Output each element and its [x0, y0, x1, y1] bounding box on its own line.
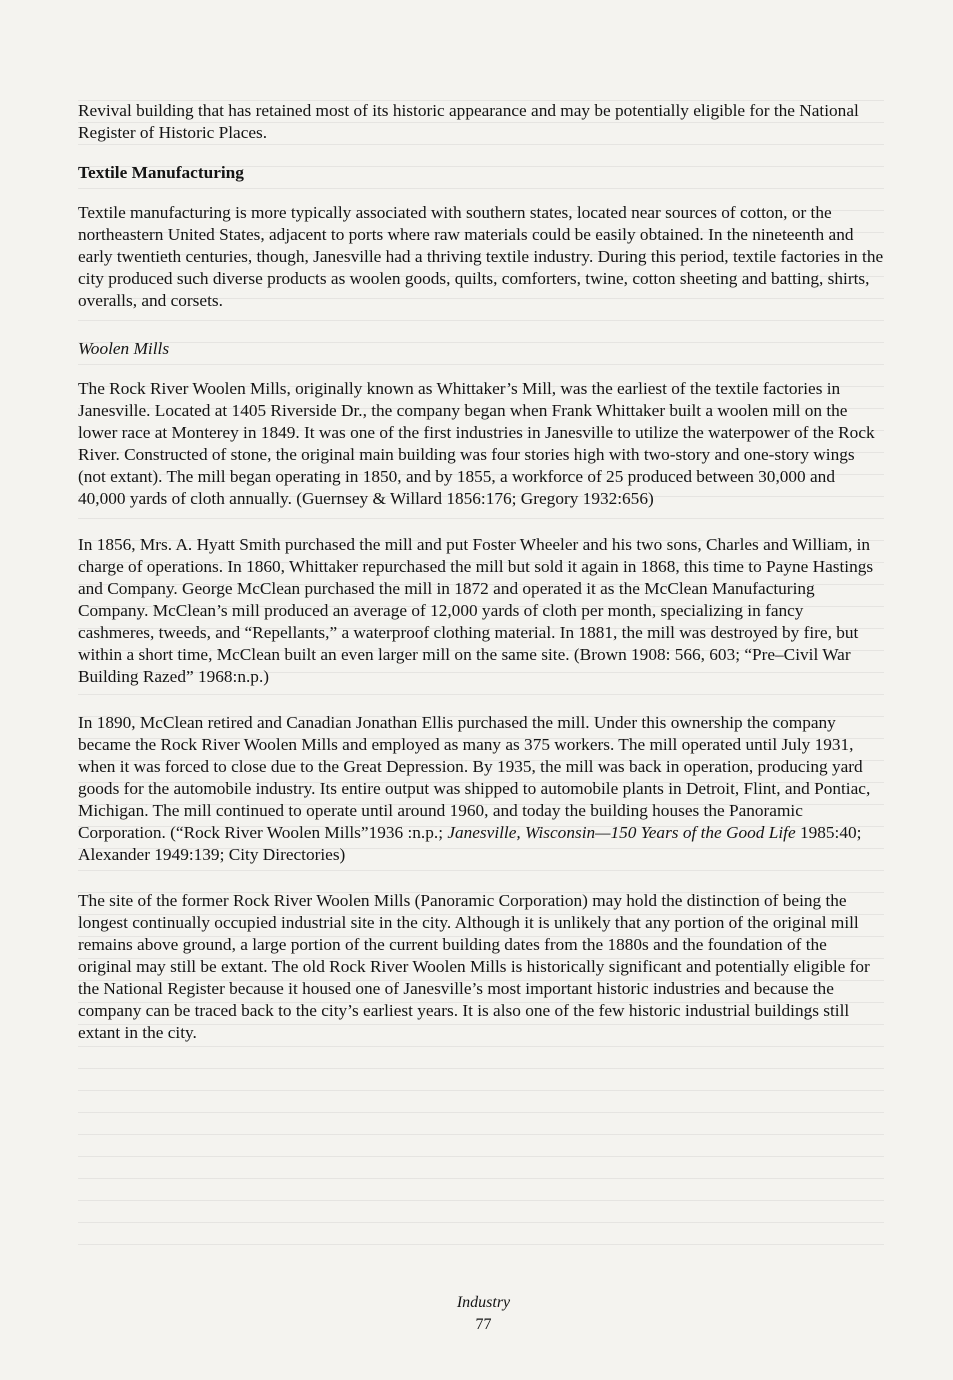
heading-textile-manufacturing: Textile Manufacturing	[78, 163, 244, 182]
rock-river-paragraph-3	[78, 712, 884, 866]
rock-river-paragraph-2: In 1856, Mrs. A. Hyatt Smith purchased the mill and put Foster Wheeler and his two sons, Charles and William, in charge of operations. In 1860, Whittaker repurchased the mill but sold it again in 1868, this time to Payne Hastings and Company. George McClean purchased the mill in 1872 and operated it as the McClean Manufacturing Company. McClean’s mill produced an average of 12,000 yards of cloth per month, specializing in fancy cashmeres, tweeds, and “Repellants,” a waterproof clothing material. In 1881, the mill was destroyed by fire, but within a short time, McClean built an even larger mill on the same site. (Brown 1908: 566, 603; “Pre–Civil War Building Razed” 1968:n.p.)	[78, 535, 874, 686]
footer-section-title: Industry	[456, 1294, 511, 1311]
rock-river-paragraph-4: The site of the former Rock River Woolen Mills (Panoramic Corporation) may hold the distinction of being the longest continually occupied industrial site in the city. Although it is unlikely that any portion of the original mill remains above ground, a large portion of the current building dates from the 1880s and the foundation of the original may still be extant. The old Rock River Woolen Mills is historically significant and potentially eligible for the National Register because it housed one of Janesville’s most important historic industries and because the company can be traced back to the city’s earliest years. It is also one of the few historic industrial buildings still extant in the city.	[78, 891, 870, 1042]
page-footer	[0, 1292, 953, 1336]
intro-paragraph: Revival building that has retained most of its historic appearance and may be potentially eligible for the National Register of Historic Places.	[78, 101, 859, 142]
textile-paragraph: Textile manufacturing is more typically associated with southern states, located near sources of cotton, or the northeastern United States, adjacent to ports where raw materials could be easily obtained. In the nineteenth and early twentieth centuries, though, Janesville had a thriving textile industry. During this period, textile factories in the city produced such diverse products as woolen goods, quilts, comforters, twine, cotton sheeting and batting, shirts, overalls, and corsets.	[78, 203, 884, 310]
rock-river-paragraph-3-text-a: In 1890, McClean retired and Canadian Jonathan Ellis purchased the mill. Under this ownership the company became the Rock River Woolen Mills and employed as many as 375 workers. The mill operated until July 1931, when it was forced to close due to the Great Depression. By 1935, the mill was back in operation, producing yard goods for the automobile industry. Its entire output was shipped to automobile plants in Detroit, Flint, and Pontiac, Michigan. The mill continued to operate until around 1960, and today the building houses the Panoramic Corporation. (“Rock River Woolen Mills”1936 :n.p.;	[78, 713, 871, 842]
rock-river-paragraph-3-text-b: 1985:40; Alexander 1949:139; City Directories)	[78, 823, 862, 864]
subheading-woolen-mills: Woolen Mills	[78, 339, 170, 358]
rock-river-paragraph-1: The Rock River Woolen Mills, originally known as Whittaker’s Mill, was the earliest of the textile factories in Janesville. Located at 1405 Riverside Dr., the company began when Frank Whittaker built a woolen mill on the lower race at Monterey in 1849. It was one of the first industries in Janesville to utilize the waterpower of the Rock River. Constructed of stone, the original main building was four stories high with two-story and one-story wings (not extant). The mill began operating in 1850, and by 1855, a workforce of 25 produced between 30,000 and 40,000 yards of cloth annually. (Guernsey & Willard 1856:176; Gregory 1932:656)	[78, 379, 875, 508]
rock-river-paragraph-3-italic-title: Janesville, Wisconsin—150 Years of the Good Life	[447, 823, 796, 842]
document-body	[78, 100, 884, 1062]
footer-page-number: 77	[475, 1316, 492, 1333]
